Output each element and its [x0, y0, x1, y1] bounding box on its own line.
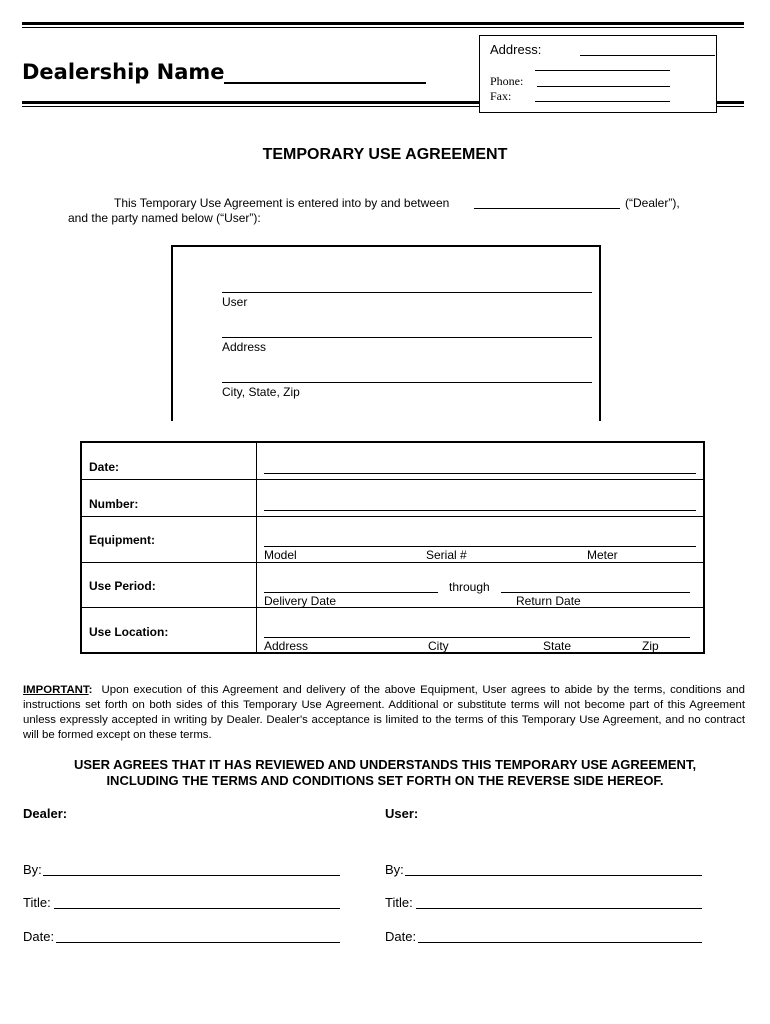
date-field[interactable]: [264, 473, 696, 474]
use-location-row-label: Use Location:: [89, 625, 169, 639]
delivery-date-label: Delivery Date: [264, 594, 337, 608]
use-location-field[interactable]: [264, 637, 690, 638]
user-info-box: [171, 245, 601, 421]
dealer-title-field[interactable]: [54, 908, 340, 909]
important-text: Upon execution of this Agreement and delivery of the above Equipment, User agrees to abide by the terms, conditions and instructions set forth on both sides of this Temporary Use Agreement. Additional or substitute terms will not become part of this Agreement unless expressly accepted in writing by Dealer. Dealer's acceptance is limited to the terms of this Temporary Use Agreement, and no contract will be formed except on these terms.: [23, 684, 745, 741]
location-address-label: Address: [264, 639, 309, 653]
intro-dealer-suffix: (“Dealer”),: [625, 196, 680, 210]
fax-field[interactable]: [535, 101, 670, 102]
equipment-meter-label: Meter: [587, 548, 618, 562]
user-by-label: By:: [385, 862, 404, 877]
equipment-row-label: Equipment:: [89, 533, 155, 547]
delivery-date-field[interactable]: [264, 592, 438, 593]
user-name-field[interactable]: [222, 292, 592, 293]
fax-label: Fax:: [490, 89, 512, 103]
number-row-label: Number:: [89, 497, 139, 511]
phone-field[interactable]: [537, 86, 670, 87]
user-date-field[interactable]: [418, 942, 702, 943]
table-row-divider: [82, 562, 703, 563]
address-label: Address:: [490, 42, 542, 57]
acknowledgement-line-1: USER AGREES THAT IT HAS REVIEWED AND UNDERSTANDS THIS TEMPORARY USE AGREEMENT,: [73, 757, 697, 772]
table-column-divider: [256, 443, 257, 652]
return-date-label: Return Date: [516, 594, 581, 608]
user-address-label: Address: [222, 340, 267, 354]
important-label: IMPORTANT: [23, 684, 89, 696]
intro-line-2: and the party named below (“User”):: [68, 211, 261, 225]
use-period-row-label: Use Period:: [89, 579, 156, 593]
acknowledgement-line-2: INCLUDING THE TERMS AND CONDITIONS SET FORTH ON THE REVERSE SIDE HEREOF.: [106, 773, 664, 788]
equipment-model-label: Model: [264, 548, 297, 562]
contact-info-box: [479, 35, 717, 113]
header-top-rule-thin: [22, 27, 744, 28]
equipment-field[interactable]: [264, 546, 696, 547]
user-signature-heading: User:: [385, 806, 419, 821]
address-field-line-1[interactable]: [580, 55, 715, 56]
through-label: through: [449, 580, 490, 594]
equipment-serial-label: Serial #: [426, 548, 467, 562]
dealership-name-field[interactable]: [224, 82, 426, 84]
dealer-by-label: By:: [23, 862, 42, 877]
user-city-label: City, State, Zip: [222, 385, 300, 399]
user-title-label: Title:: [385, 895, 413, 910]
dealer-name-field[interactable]: [474, 208, 620, 209]
return-date-field[interactable]: [501, 592, 690, 593]
dealer-by-field[interactable]: [43, 875, 340, 876]
table-row-divider: [82, 479, 703, 480]
dealer-date-label: Date:: [23, 929, 55, 944]
dealer-title-label: Title:: [23, 895, 51, 910]
header-top-rule: [22, 22, 744, 25]
dealership-name-text: Dealership Name: [22, 60, 225, 84]
user-address-field[interactable]: [222, 337, 592, 338]
user-label: User: [222, 295, 248, 309]
user-date-label: Date:: [385, 929, 417, 944]
important-notice: IMPORTANT: Upon execution of this Agreement and delivery of the above Equipment, User agrees to abide by the terms, conditions and instructions set forth on both sides of this Temporary Use Agreement. Additional or substitute terms will not become part of this Agreement unless expressly accepted in writing by Dealer. Dealer's acceptance is limited to the terms of this Temporary Use Agreement, and no contract will be formed except on these terms.: [23, 684, 745, 741]
number-field[interactable]: [264, 510, 696, 511]
location-city-label: City: [428, 639, 449, 653]
date-row-label: Date:: [89, 460, 120, 474]
table-row-divider: [82, 607, 703, 608]
intro-line-1: This Temporary Use Agreement is entered into by and between: [114, 196, 450, 210]
table-row-divider: [82, 516, 703, 517]
dealer-signature-heading: Dealer:: [23, 806, 68, 821]
address-field-line-2[interactable]: [535, 70, 670, 71]
equipment-info-table: [80, 441, 705, 654]
dealer-date-field[interactable]: [56, 942, 340, 943]
phone-label: Phone:: [490, 74, 524, 88]
dealership-name-label: [22, 60, 225, 84]
location-zip-label: Zip: [642, 639, 659, 653]
user-city-field[interactable]: [222, 382, 592, 383]
location-state-label: State: [543, 639, 572, 653]
user-title-field[interactable]: [416, 908, 702, 909]
document-title: TEMPORARY USE AGREEMENT: [262, 146, 508, 163]
user-by-field[interactable]: [405, 875, 702, 876]
